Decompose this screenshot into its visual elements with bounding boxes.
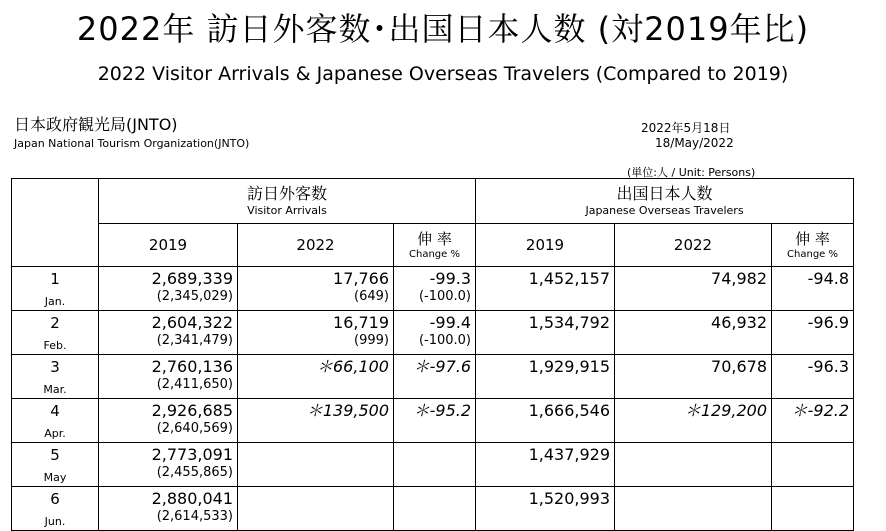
month-abbr: Feb.: [43, 339, 67, 352]
japanese-2019-value: 1,666,546: [528, 401, 611, 420]
month-abbr: Jan.: [44, 295, 66, 308]
month-cell: [12, 311, 99, 355]
visitors-2019-subvalue: (2,341,479): [156, 333, 233, 348]
japanese-2019-cell: [476, 443, 615, 487]
visitors-change-value: -99.4: [429, 313, 472, 332]
visitors-2019-value: 2,689,339: [151, 269, 233, 288]
visitors-2019-subvalue: (2,614,533): [156, 509, 233, 524]
month-number: 5: [50, 446, 60, 464]
release-date-ja: 2022年5月18日: [641, 121, 731, 135]
month-number: 1: [50, 270, 60, 288]
japanese-header-en: Japanese Overseas Travelers: [585, 204, 744, 217]
table-row: [12, 267, 854, 311]
page-subtitle: 2022 Visitor Arrivals & Japanese Overseas Travelers (Compared to 2019): [97, 63, 789, 85]
month-number: 4: [50, 402, 60, 420]
visitors-2019-value: 2,926,685: [151, 401, 233, 420]
japanese-2019-cell: [476, 399, 615, 443]
japanese-2022-value: 74,982: [711, 269, 768, 288]
month-cell: [12, 399, 99, 443]
visitors-2019-header: 2019: [99, 224, 238, 267]
visitors-change-header: [394, 224, 476, 267]
month-number: 3: [50, 358, 60, 376]
japanese-2022-value: ＊129,200: [684, 401, 768, 420]
table-row: [12, 355, 854, 399]
visitors-2019-subvalue: (2,455,865): [156, 465, 233, 480]
unit-note: (単位:人 / Unit: Persons): [627, 166, 756, 179]
japanese-change-cell: [772, 311, 854, 355]
japanese-change-value: -96.9: [807, 313, 850, 332]
organization-name-ja: 日本政府観光局(JNTO): [14, 115, 178, 134]
visitors-change-value: ＊-97.6: [413, 357, 472, 376]
japanese-2019-value: 1,929,915: [528, 357, 611, 376]
table-row: [12, 443, 854, 487]
japanese-2019-value: 1,437,929: [528, 445, 611, 464]
visitors-2022-cell: [238, 267, 394, 311]
japanese-2019-header: 2019: [476, 224, 615, 267]
japanese-2019-cell: [476, 267, 615, 311]
table-row: [12, 399, 854, 443]
visitors-2019-value: 2,604,322: [151, 313, 233, 332]
visitors-2019-cell: [99, 311, 238, 355]
japanese-2022-cell: [615, 267, 772, 311]
japanese-2022-cell: [615, 355, 772, 399]
japanese-2019-cell: [476, 355, 615, 399]
month-abbr: May: [43, 471, 67, 484]
visitors-2019-value: 2,773,091: [151, 445, 233, 464]
statistics-table: [11, 178, 854, 531]
visitors-2019-subvalue: (2,640,569): [156, 421, 233, 436]
japanese-2022-value: 46,932: [711, 313, 768, 332]
month-cell: [12, 267, 99, 311]
visitors-2022-cell: [238, 311, 394, 355]
visitors-change-cell: [394, 399, 476, 443]
visitors-2019-value: 2,880,041: [151, 489, 233, 508]
visitors-change-cell: [394, 311, 476, 355]
japanese-2022-cell: [615, 311, 772, 355]
japanese-change-cell: [772, 267, 854, 311]
japanese-2022-cell: [615, 487, 772, 531]
month-abbr: Apr.: [44, 427, 66, 440]
visitors-header-ja: 訪日外客数: [247, 184, 328, 203]
visitors-2022-value: 17,766: [333, 269, 389, 288]
visitors-2019-cell: [99, 355, 238, 399]
month-abbr: Mar.: [43, 383, 67, 396]
visitors-group-header: [99, 179, 476, 224]
visitors-2022-value: ＊66,100: [317, 357, 389, 376]
japanese-2022-value: 70,678: [711, 357, 768, 376]
visitors-2022-subvalue: (649): [354, 289, 389, 304]
japanese-change-value: -94.8: [807, 269, 850, 288]
change-header-ja: 伸 率: [795, 229, 830, 248]
visitors-2019-subvalue: (2,411,650): [156, 377, 233, 392]
visitors-change-value: ＊-95.2: [413, 401, 472, 420]
visitors-change-cell: [394, 443, 476, 487]
japanese-2019-value: 1,452,157: [528, 269, 611, 288]
month-cell: [12, 443, 99, 487]
japanese-change-cell: [772, 399, 854, 443]
visitors-change-cell: [394, 355, 476, 399]
japanese-2019-cell: [476, 487, 615, 531]
visitors-2019-subvalue: (2,345,029): [156, 289, 233, 304]
japanese-header-ja: 出国日本人数: [616, 184, 713, 203]
visitors-2022-cell: [238, 399, 394, 443]
visitors-2019-cell: [99, 399, 238, 443]
visitors-header-en: Visitor Arrivals: [247, 204, 327, 217]
visitors-change-value: -99.3: [429, 269, 472, 288]
visitors-2022-cell: [238, 355, 394, 399]
visitors-2019-cell: [99, 487, 238, 531]
visitors-change-subvalue: (-100.0): [418, 333, 472, 348]
visitors-2022-value: ＊139,500: [306, 401, 389, 420]
visitors-2022-header: 2022: [238, 224, 394, 267]
japanese-2022-cell: [615, 399, 772, 443]
change-header-en: Change %: [409, 248, 460, 260]
visitors-2022-cell: [238, 487, 394, 531]
visitors-2019-value: 2,760,136: [151, 357, 233, 376]
visitors-2019-cell: [99, 267, 238, 311]
japanese-2019-cell: [476, 311, 615, 355]
japanese-2022-cell: [615, 443, 772, 487]
visitors-2019-cell: [99, 443, 238, 487]
table-row: [12, 487, 854, 531]
release-date-en: 18/May/2022: [655, 136, 734, 150]
japanese-change-value: ＊-92.2: [791, 401, 850, 420]
japanese-change-header: [772, 224, 854, 267]
month-abbr: Jun.: [44, 515, 66, 528]
table-row: [12, 311, 854, 355]
japanese-change-cell: [772, 355, 854, 399]
change-header-en: Change %: [787, 248, 838, 260]
visitors-2022-cell: [238, 443, 394, 487]
visitors-change-cell: [394, 487, 476, 531]
japanese-2019-value: 1,520,993: [528, 489, 611, 508]
page-title: 2022年 訪日外客数･出国日本人数 (対2019年比): [76, 10, 810, 48]
month-number: 2: [50, 314, 60, 332]
visitors-2022-value: 16,719: [333, 313, 389, 332]
organization-name-en: Japan National Tourism Organization(JNTO): [14, 137, 250, 150]
japanese-2022-header: 2022: [615, 224, 772, 267]
corner-header-cell: [12, 179, 99, 267]
month-cell: [12, 355, 99, 399]
month-number: 6: [50, 490, 60, 508]
japanese-change-cell: [772, 443, 854, 487]
japanese-2019-value: 1,534,792: [528, 313, 611, 332]
month-cell: [12, 487, 99, 531]
change-header-ja: 伸 率: [417, 229, 452, 248]
japanese-change-cell: [772, 487, 854, 531]
visitors-2022-subvalue: (999): [354, 333, 389, 348]
visitors-change-cell: [394, 267, 476, 311]
visitors-change-subvalue: (-100.0): [418, 289, 472, 304]
japanese-change-value: -96.3: [807, 357, 850, 376]
japanese-group-header: [476, 179, 854, 224]
